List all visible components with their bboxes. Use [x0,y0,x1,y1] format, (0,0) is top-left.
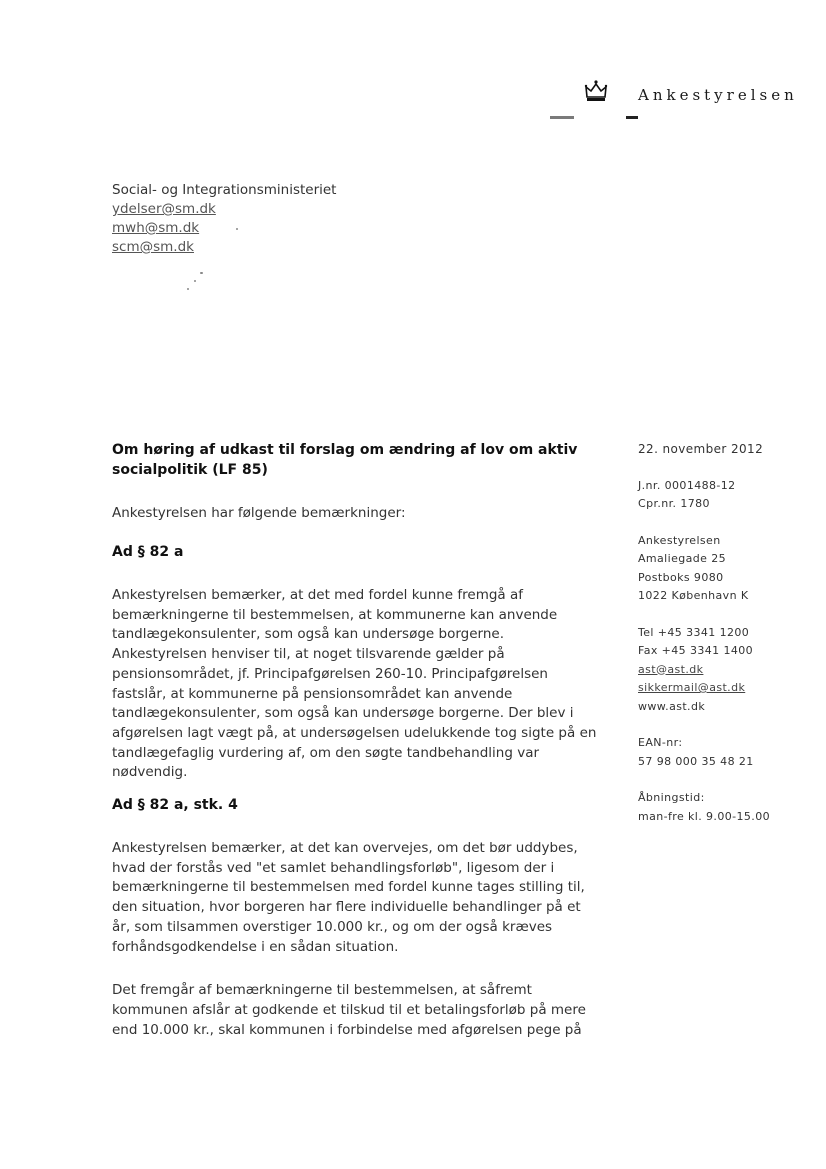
section-paragraph: Det fremgår af bemærkningerne til bestemmelsen, at såfremt kommunen afslår at godkende et tilskud til et betalingsforløb på mere end 10.000 kr., skal kommunen i forbindelse med afgørelsen pege på [112,982,586,1038]
scan-speck [236,228,238,230]
section-heading: Ad § 82 a, stk. 4 [112,797,238,814]
scan-speck [200,272,203,274]
address-line: Amaliegade 25 [638,552,727,565]
website-link[interactable]: www.ast.dk [638,699,706,713]
address-line: Postboks 9080 [638,570,724,584]
brand-name: Ankestyrelsen [638,86,798,104]
header-rule [626,116,638,119]
crown-icon [584,79,608,103]
letter-intro: Ankestyrelsen har følgende bemærkninger: [112,505,406,521]
recipient-email[interactable]: scm@sm.dk [112,239,194,255]
scan-speck [194,280,196,282]
section-heading: Ad § 82 a [112,544,184,560]
address-line: Ankestyrelsen [638,533,721,547]
cpr-number: Cpr.nr. 1780 [638,497,710,510]
ean-label: EAN-nr: [638,736,683,749]
email-link[interactable]: ast@ast.dk [638,662,704,676]
journal-number: J.nr. 0001488-12 [638,478,736,492]
sidebar-info [638,440,808,826]
header-rule [550,116,574,119]
letter-subject: Om høring af udkast til forslag om ændring af lov om aktiv socialpolitik (LF 85) [112,442,578,478]
scan-speck [187,288,189,290]
phone-number: Tel +45 3341 1200 [638,625,750,639]
ean-number: 57 98 000 35 48 21 [638,754,754,768]
fax-number: Fax +45 3341 1400 [638,644,754,657]
letter-body [112,440,598,1040]
recipient-block [112,181,336,257]
recipient-email[interactable]: ydelser@sm.dk [112,201,216,217]
address-line: 1022 København K [638,589,749,602]
recipient-org: Social- og Integrationsministeriet [112,182,337,198]
hours-label: Åbningstid: [638,791,705,804]
recipient-email[interactable]: mwh@sm.dk [112,220,200,236]
opening-hours: man-fre kl. 9.00-15.00 [638,809,770,823]
section-paragraph: Ankestyrelsen bemærker, at det kan overvejes, om det bør uddybes, hvad der forstås ved "et samlet behandlingsforløb", ligesom der i bemærkningerne til bestemmelsen med fordel kunne tages stilling til, den situation, hvor borgeren har flere individuelle behandlinger på et år, som tilsammen overstiger 10.000 kr., og om der også kræves forhåndsgodkendelse i en sådan situation. [112,840,585,955]
letter-date: 22. november 2012 [638,442,764,456]
secure-email-link[interactable]: sikkermail@ast.dk [638,681,746,694]
section-paragraph: Ankestyrelsen bemærker, at det med fordel kunne fremgå af bemærkningerne til bestemmelsen, at kommunerne kan anvende tandlægekonsulenter, som også kan undersøge borgerne. Ankestyrelsen henviser til, at noget tilsvarende gælder på pensionsområdet, jf. Principafgørelsen 260-10. Principafgørelsen fastslår, at kommunerne på pensionsområdet kan anvende tandlægekonsulenter, som også kan undersøge borgerne. Der blev i afgørelsen lagt vægt på, at undersøgelsen udelukkende tog sigte på en tandlægefaglig vurdering af, om den søgte tandbehandling var nødvendig. [112,587,597,781]
